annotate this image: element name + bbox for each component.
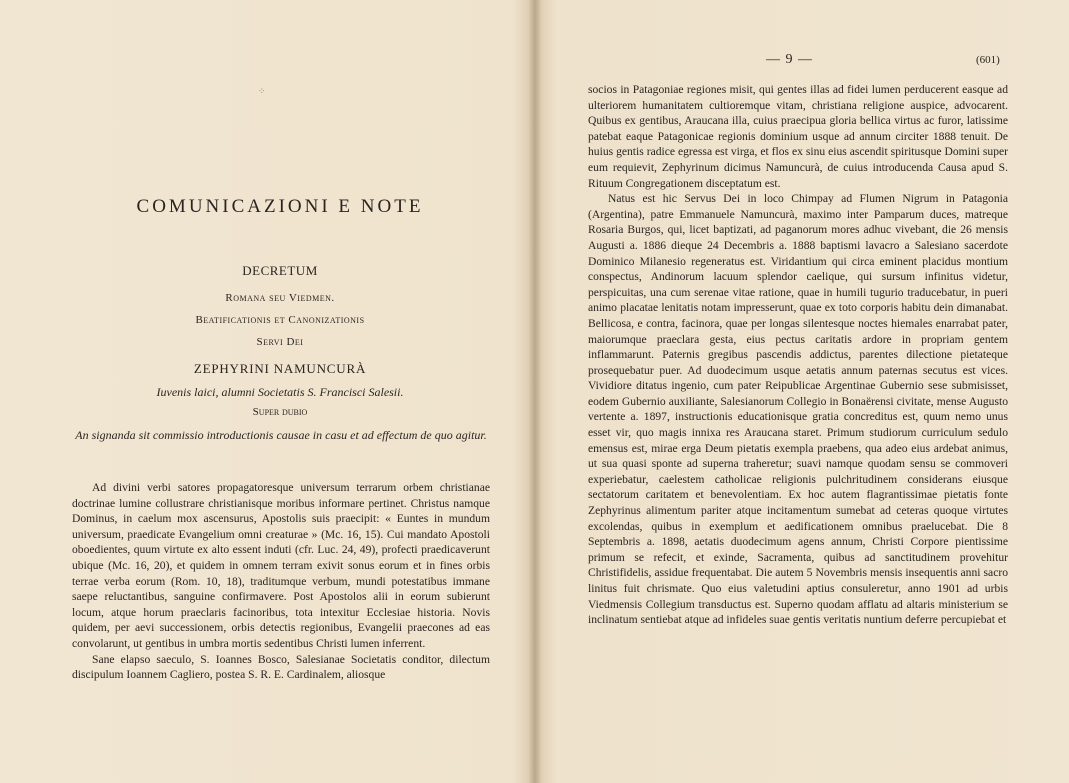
page-number: — 9 — xyxy=(766,52,813,67)
dubium-question: An signanda sit commissio introductionis causae in casu et ad effectum de quo agitur. xyxy=(75,428,487,442)
diocese-line: Romana seu Viedmen. xyxy=(225,292,335,304)
left-paragraph-1: Ad divini verbi satores propagatoresque universum terrarum orbem christianae doctrinae lumine collustrare christianisque moribus informare pertinet. Christus namque Dominus, in caelum mox ascensurus, Apostolis suis praecipit: « Euntes in mundum universum, praedicate Evangelium omni creaturae » (Mc. 16, 15). Cui mandato Apostoli oboedientes, quum virtute ex alto essent induti (cfr. Luc. 24, 49), profecti praedicaverunt ubique (Mc. 16, 20), et quidem in omnem terram exivit sonus eorum et in fines orbis terrae verba eorum (Rom. 10, 18), traditumque verbum, mundi potestatibus immane saepe reluctantibus, sanguine confirmavere. Post Apostolos alii in eorum subierunt locum, atque horum praeclaris facinoribus, tota intexitur Ecclesiae historia. Novis quidem, per aevi successionem, orbis detectis regionibus, Evangelii praecones ad eas convolarunt, ut gentibus in umbra mortis sedentibus Christi lumen inferrent. xyxy=(72,481,490,650)
servant-line: Servi Dei xyxy=(256,336,304,348)
page-reference: (601) xyxy=(976,54,1000,66)
right-body-text xyxy=(588,82,1008,628)
left-page xyxy=(0,0,534,783)
section-heading xyxy=(70,196,490,218)
decree-title: DECRETUM xyxy=(242,263,318,278)
super-dubio: Super dubio xyxy=(252,406,308,418)
cause-line: Beatificationis et Canonizationis xyxy=(195,314,365,326)
right-paragraph-1: socios in Patagoniae regiones misit, qui gentes illas ad fidei lumen perducerent easque ad ulteriorem humanitatem cultioremque vitam, christiana religione auspice, advocarent. Quibus ex gentibus, Araucana illa, cuius praecipua gloria bellica virtus ac furor, latissime patebat eaque Patagonicae regionis dominium usque ad annum circiter 1888 tenuit. De huius gentis radice egressa est virga, et flos ex sinu eius ascendit spiritusque Domini super eum requievit, Zephyrinum dicimus Namuncurà, de cuius introducenda Causa apud S. Rituum Congregationem disceptatum est. xyxy=(588,83,1008,190)
left-body-text xyxy=(72,480,490,683)
right-page xyxy=(536,0,1069,783)
left-paragraph-2: Sane elapso saeculo, S. Ioannes Bosco, Salesianae Societatis conditor, dilectum discipulum Ioannem Cagliero, postea S. R. E. Cardinalem, aliosque xyxy=(72,652,490,682)
section-title: COMUNICAZIONI E NOTE xyxy=(136,196,424,217)
servant-subtitle: Iuvenis laici, alumni Societatis S. Francisci Salesii. xyxy=(156,385,404,399)
right-paragraph-2: Natus est hic Servus Dei in loco Chimpay ad Flumen Nigrum in Patagonia (Argentina), patre Emmanuele Namuncurà, maximo inter Pamparum duces, matreque Rosaria Burgos, qui, licet baptizati, ad paganorum mores adhuc vivebant, die 26 mensis Augusti a. 1886 dieque 24 Decembris a. 1888 baptismi lavacro a Salesiano sacerdote Dominico Milanesio regeneratus est. Viridantium qui circa eminent placidus montium conspectus, Andinorum lacuum splendor caelique, qui sursum infinitus videtur, perspicuitas, una cum serenae vitae ratione, quae in humili tugurio traducebatur, in pueri animo placatae lenitatis notam impresserunt, quae ex toto corporis habitu dein dimanabat. Bellicosa, e contra, facinora, quae per longas silentesque noctes hiemales enarrabat pater, maiorumque praeclara gesta, eius pectus caritatis ardore in propriam gentem inflammarunt. Paternis gregibus pascendis addictus, parentes dilectione pietateque prosequebatur puer. Ad duodecimum usque aetatis annum paternas secutus est vices. Vividiore ditatus ingenio, cum pater Reipublicae Argentinae Gubernio sese submisisset, eodem Gubernio auxiliante, Salesianorum Collegio in Bonaërensi civitate, mense Augusto vertente a. 1897, instructionis educationisque gratia concreditus est, quum nemo unus esset vir, quo magis innixa res Araucana staret. Primum studiorum curriculum sedulo emensus est, mirae erga Deum pietatis exempla praebens, qua adeo eius ardebat animus, ut sua quasi sponte ad superna traheretur; suavi namque quodam sensu se commoveri experiebatur, caelestem catholicae religionis pulchritudinem considerans eiusque sectatorum caritatem et benevolentiam. Ex hoc autem flagrantissimae pietatis fonte Zephyrinus alimentum pariter atque incitamentum sumebat ad ceteras quoque virtutes excolendas, quibus in exemplum et aedificationem omnibus praelucebat. Die 8 Septembris a. 1898, aetatis duodecimum agens annum, Christi Corpore pientissime primum se refecit, et exinde, Sacramenta, quibus ad sanctitudinem provehitur Christifidelis, assidue frequentabat. Die autem 5 Novembris mensis insequentis anni sacro linitus fuit chrismate. Quo eius valetudini aptius consuleretur, anno 1901 ad urbis Viedmensis Collegium transductus est. Superno quodam afflatu ad altaris ministerium se inclinatum sentiebat atque ad infideles suae gentis veritatis nuntium deferre percupiebat et xyxy=(588,192,1008,627)
ink-speck: ⁘ xyxy=(258,86,266,96)
servant-name: ZEPHYRINI NAMUNCURÀ xyxy=(193,361,367,376)
